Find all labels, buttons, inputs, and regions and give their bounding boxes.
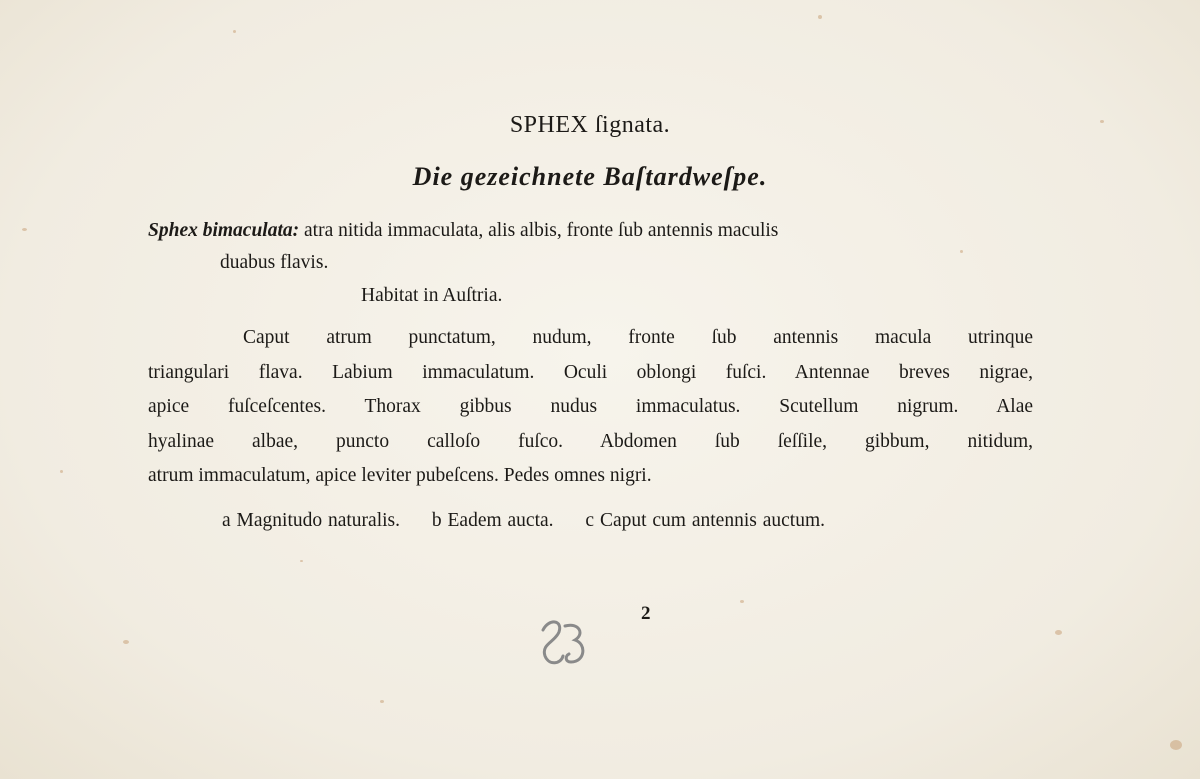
pencil-mark-icon (535, 612, 591, 670)
description-line: hyalinae albae, puncto calloſo fuſco. Abdomen ſub ſeſſile, gibbum, nitidum, (148, 430, 1033, 452)
diagnosis-text-continued: duabus flavis. (220, 252, 329, 273)
diagnosis-paragraph (148, 215, 1038, 279)
habitat-line: Habitat in Auſtria. (361, 285, 503, 306)
figure-legend (222, 510, 825, 532)
paper-speck (818, 15, 822, 19)
paper-speck (123, 640, 129, 644)
description-paragraph (148, 321, 1033, 494)
description-line: Caput atrum punctatum, nudum, fronte ſub antennis macula utrinque (243, 327, 1033, 348)
paper-speck (22, 228, 27, 231)
paper-speck (740, 600, 744, 603)
description-line: apice fuſceſcentes. Thorax gibbus nudus immaculatus. Scutellum nigrum. Alae (148, 396, 1033, 417)
description-line: atrum immaculatum, apice leviter pubeſcens. Pedes omnes nigri. (148, 465, 652, 486)
paper-speck (380, 700, 384, 703)
diagnosis-text: atra nitida immaculata, alis albis, fronte ſub antennis maculis (304, 220, 779, 241)
page-title (0, 112, 1180, 139)
page-number: 2 (641, 603, 651, 624)
legend-item-a: a Magnitudo naturalis. (222, 510, 401, 531)
vernacular-name: Die gezeichnete Baſtardweſpe. (412, 162, 768, 191)
species-name: ſignata. (594, 112, 671, 138)
paper-speck (300, 560, 303, 562)
paper-speck (233, 30, 236, 33)
paper-speck (1055, 630, 1062, 635)
genus-name: SPHEX (509, 112, 589, 138)
legend-item-c: c Caput cum antennis auctum. (585, 510, 825, 531)
synonym-name: Sphex bimaculata: (148, 220, 300, 241)
description-line: triangulari flava. Labium immaculatum. Oculi oblongi fuſci. Antennae breves nigrae, (148, 361, 1033, 383)
paper-speck (1170, 740, 1182, 750)
paper-speck (60, 470, 63, 473)
legend-item-b: b Eadem aucta. (431, 510, 554, 531)
